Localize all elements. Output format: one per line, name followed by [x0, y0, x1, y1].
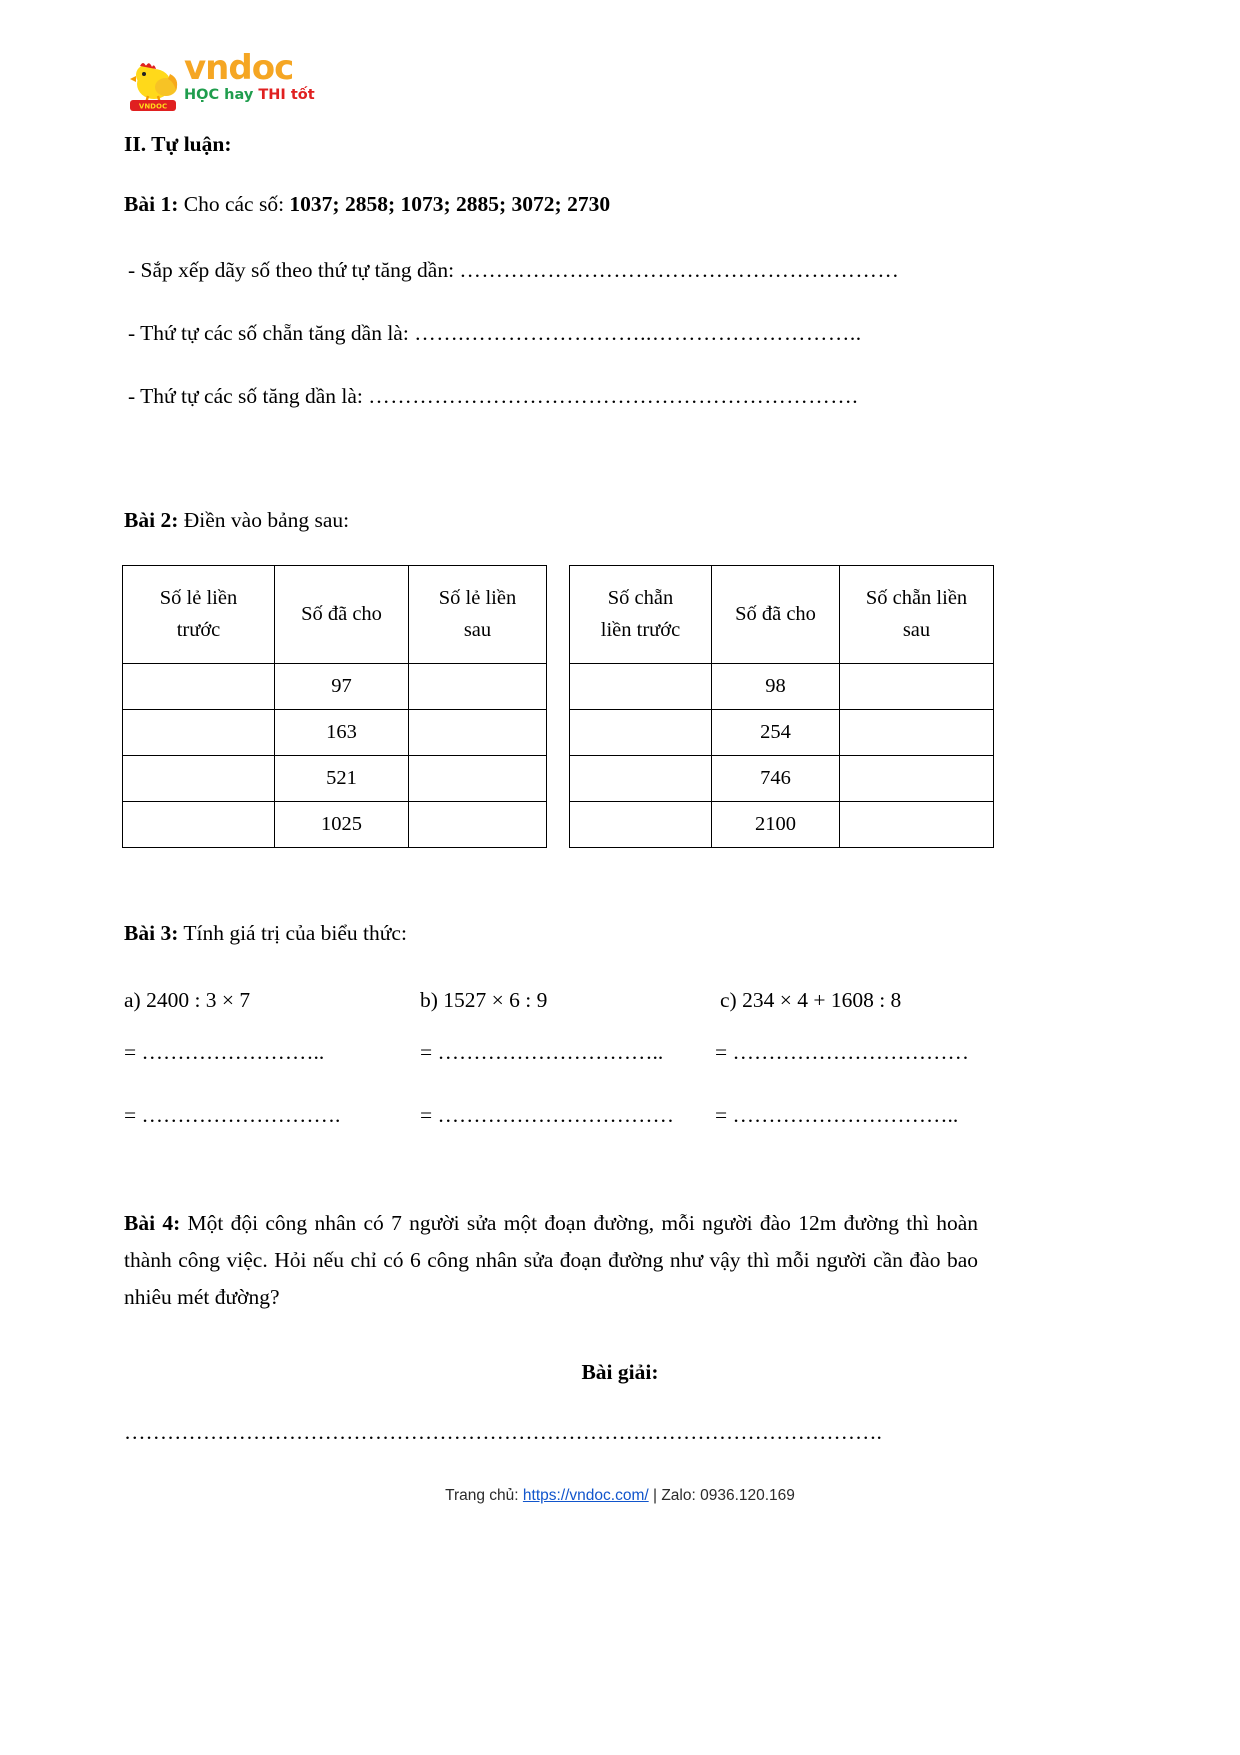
bai3-answer-b-line1: = ………………………….. [420, 1040, 664, 1064]
table-row [570, 710, 994, 756]
cell-even-given: 2100 [712, 802, 840, 848]
cell-even-given: 98 [712, 664, 840, 710]
header-even-before [570, 566, 712, 664]
cell-odd-after[interactable] [409, 756, 547, 802]
logo-brand-text: vndoc [184, 48, 294, 88]
cell-even-after[interactable] [840, 756, 994, 802]
cell-odd-given: 1025 [275, 802, 409, 848]
header-line-1: Số đã cho [735, 602, 816, 625]
bai3-expression-b: b) 1527 × 6 : 9 [420, 988, 548, 1012]
cell-odd-before[interactable] [123, 756, 275, 802]
bai1-line-2 [128, 321, 862, 346]
header-odd-before [123, 566, 275, 664]
page-footer [0, 1487, 1240, 1505]
section-heading: II. Tự luận: [124, 132, 232, 156]
header-even-after [840, 566, 994, 664]
header-line-2: sau [463, 618, 492, 641]
footer-separator: | [648, 1487, 662, 1504]
tagline-hoc: HỌC [184, 87, 220, 103]
cell-even-before[interactable] [570, 710, 712, 756]
bai3-answer-b-line2: = …………………………… [420, 1103, 675, 1127]
header-even-given [712, 566, 840, 664]
bai1-line-3-dots: …………………………………………………………. [368, 384, 859, 408]
rooster-mascot-icon [124, 54, 182, 112]
bai1-numbers: 1037; 2858; 1073; 2885; 3072; 2730 [289, 192, 611, 216]
bai1-label: Bài 1: [124, 192, 179, 216]
bai1-line-3-text: - Thứ tự các số tăng dần là: [128, 384, 369, 408]
cell-odd-before[interactable] [123, 802, 275, 848]
bai3-answer-a-line1: = …………………….. [124, 1040, 325, 1064]
bai1-line-1 [128, 258, 899, 283]
bai3-prompt: Tính giá trị của biểu thức: [178, 921, 407, 945]
cell-even-before[interactable] [570, 756, 712, 802]
cell-even-before[interactable] [570, 802, 712, 848]
footer-home-link[interactable]: https://vndoc.com/ [522, 1487, 649, 1504]
bai3-answer-a-line2: = ………………………. [124, 1103, 341, 1127]
header-line-2: sau [902, 618, 931, 641]
cell-odd-given: 97 [275, 664, 409, 710]
bai2-label: Bài 2: [124, 508, 179, 532]
footer-zalo: Zalo: 0936.120.169 [661, 1487, 795, 1504]
table-row [123, 710, 547, 756]
bai2-tables [122, 565, 994, 848]
table-header-row [570, 566, 994, 664]
mascot-ribbon-label: VNDOC [138, 102, 168, 111]
header-line-2: trước [176, 618, 221, 641]
cell-odd-before[interactable] [123, 664, 275, 710]
bai1-prompt: Cho các số: [178, 192, 290, 216]
header-line-1: Số chẵn liền [865, 586, 968, 609]
tagline-thi: THI [258, 87, 286, 103]
table-row [123, 756, 547, 802]
table-row [570, 664, 994, 710]
bai3-label: Bài 3: [124, 921, 179, 945]
footer-prefix: Trang chủ: [445, 1487, 523, 1504]
cell-even-before[interactable] [570, 664, 712, 710]
cell-odd-after[interactable] [409, 710, 547, 756]
cell-odd-before[interactable] [123, 710, 275, 756]
bai1-line-3 [128, 384, 858, 409]
bai4-problem [124, 1205, 978, 1316]
bai3-answer-c-line2: = ………………………….. [715, 1103, 959, 1127]
bai1-line-2-text: - Thứ tự các số chẵn tăng dần là: [128, 321, 415, 345]
bai4-text: Một đội công nhân có 7 người sửa một đoạn đường, mỗi người đào 12m đường thì hoàn thành công việc. Hỏi nếu chỉ có 6 công nhân sửa đoạn đường như vậy thì mỗi người cần đào bao nhiêu mét đường? [124, 1211, 978, 1309]
header-line-1: Số lẻ liền [159, 586, 238, 609]
vndoc-logo [124, 48, 424, 116]
cell-even-after[interactable] [840, 710, 994, 756]
cell-even-after[interactable] [840, 664, 994, 710]
table-row [123, 802, 547, 848]
bai3-title [124, 921, 407, 946]
tagline-hay: hay [224, 87, 254, 103]
header-odd-given [275, 566, 409, 664]
bai1-line-1-dots: …………………………………………………… [459, 258, 900, 282]
bai3-answer-c-line1: = …………………………… [715, 1040, 970, 1064]
cell-odd-after[interactable] [409, 802, 547, 848]
cell-odd-given: 521 [275, 756, 409, 802]
even-numbers-table [569, 565, 994, 848]
bai4-answer-dots: ……………………………………………………………………………………………. [124, 1420, 882, 1444]
bai4-solution-heading: Bài giải: [581, 1360, 659, 1384]
table-row [570, 802, 994, 848]
header-line-1: Số chẵn [607, 586, 674, 609]
header-line-1: Số đã cho [301, 602, 382, 625]
bai1-line-1-text: - Sắp xếp dãy số theo thứ tự tăng dần: [128, 258, 460, 282]
cell-even-given: 254 [712, 710, 840, 756]
bai2-title [124, 508, 349, 533]
bai2-prompt: Điền vào bảng sau: [178, 508, 350, 532]
table-row [123, 664, 547, 710]
bai4-label: Bài 4: [124, 1211, 181, 1235]
logo-tagline [184, 87, 414, 103]
cell-odd-given: 163 [275, 710, 409, 756]
logo-wordmark [184, 50, 414, 103]
table-row [570, 756, 994, 802]
cell-odd-after[interactable] [409, 664, 547, 710]
cell-even-given: 746 [712, 756, 840, 802]
bai1-title [124, 192, 610, 217]
header-odd-after [409, 566, 547, 664]
bai3-expression-a: a) 2400 : 3 × 7 [124, 988, 251, 1012]
bai3-expression-c: c) 234 × 4 + 1608 : 8 [720, 988, 902, 1012]
cell-even-after[interactable] [840, 802, 994, 848]
table-header-row [123, 566, 547, 664]
tagline-tot: tốt [290, 87, 315, 103]
header-line-2: liền trước [600, 618, 681, 641]
bai1-line-2-dots: …….……………………..……………………….. [414, 321, 862, 345]
header-line-1: Số lẻ liền [438, 586, 517, 609]
odd-numbers-table [122, 565, 547, 848]
